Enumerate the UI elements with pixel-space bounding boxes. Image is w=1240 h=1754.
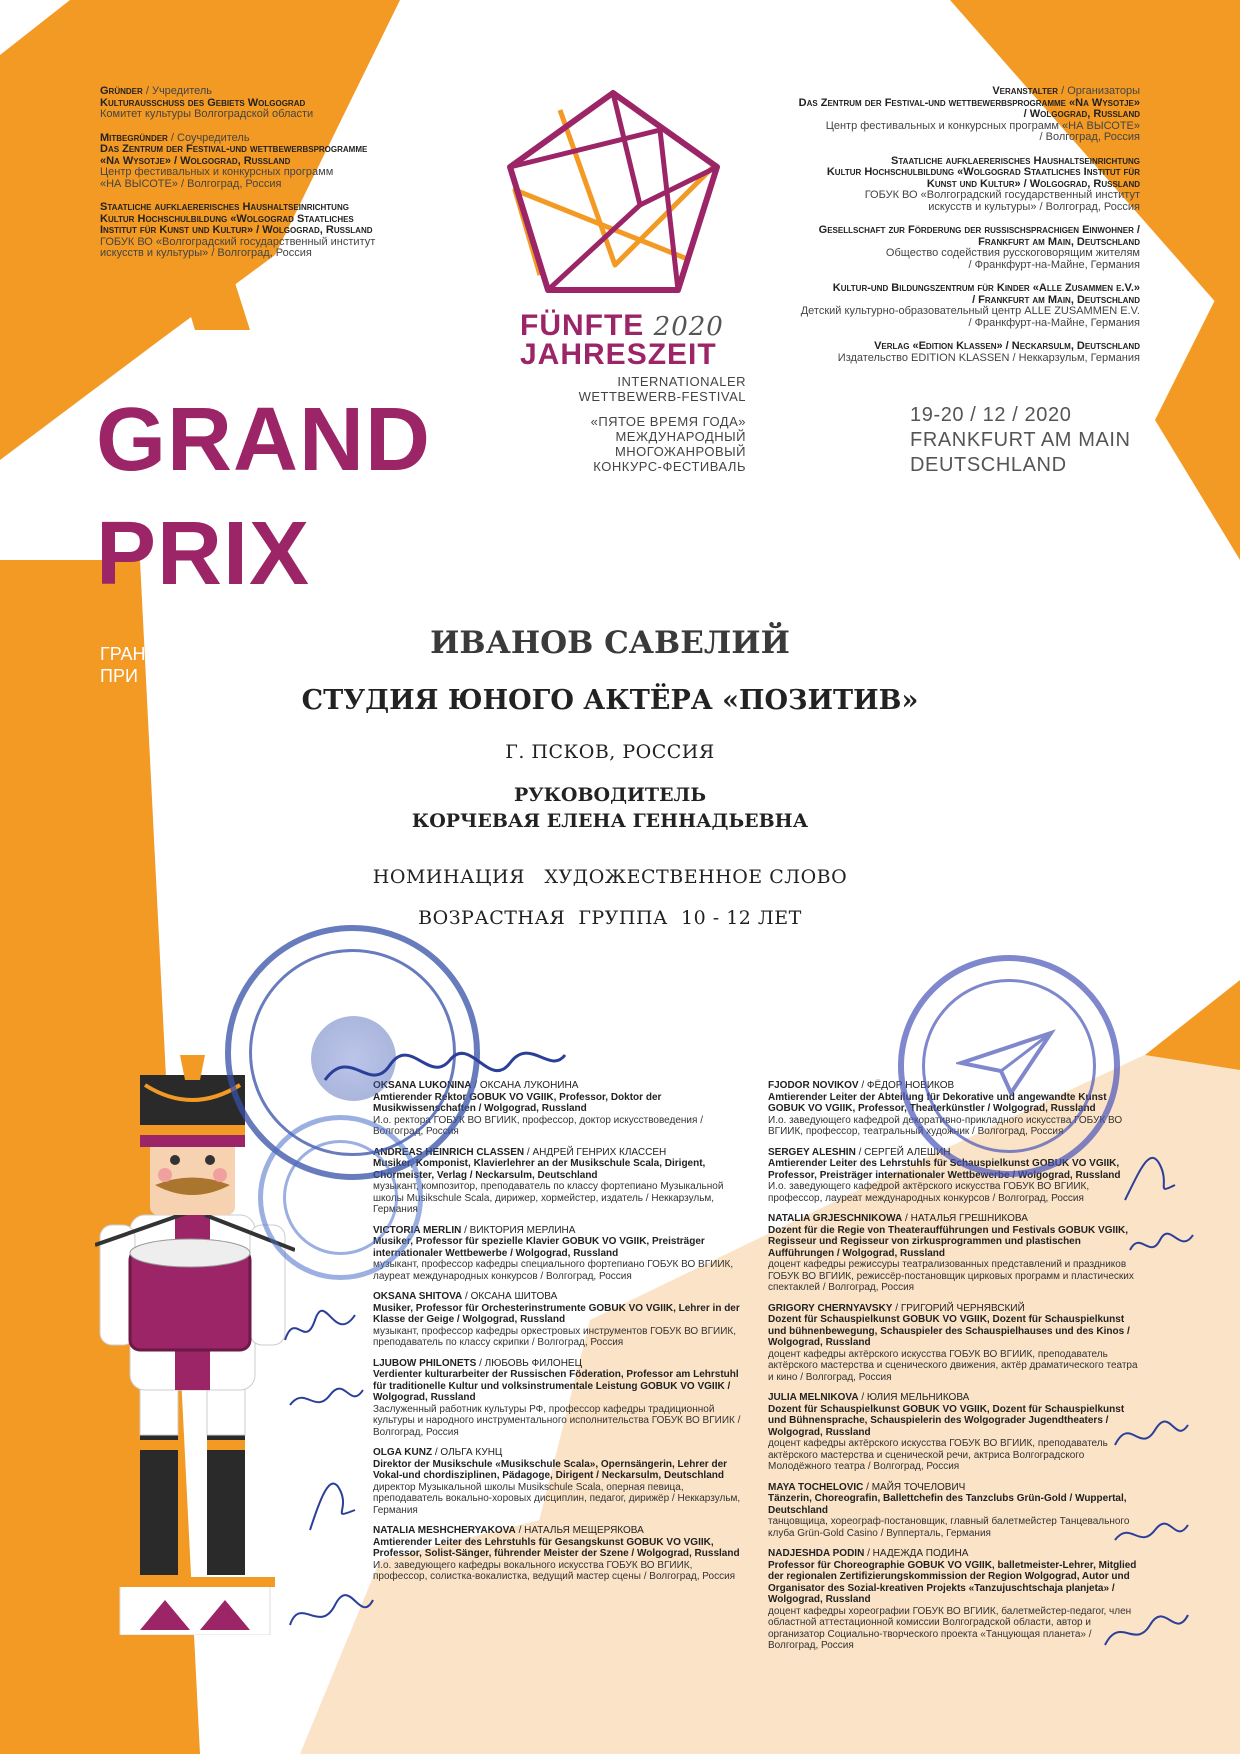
- signature-novikov: [1120, 1140, 1180, 1210]
- jury-member: [768, 1303, 1140, 1384]
- jury-name: ANDREAS HEINRICH CLASSEN: [373, 1146, 525, 1158]
- festival-center-stamp: [898, 955, 1120, 1177]
- organizer-line-ru: / Франкфурт-на-Майне, Германия: [968, 316, 1140, 329]
- jury-title-de: Professor für Choreographie GOBUK VO VGIIK, balletmeister-Lehrer, Mitglied der regionalen Zertifizierungskommission der Region Wolgograd, Autor und Organisator des Sozial-kreativen Projekts «Tanzujuschtschaja planjeta» / Wolgograd, Russland: [768, 1559, 1137, 1605]
- organizers-right: [760, 86, 1140, 376]
- award-ru-line1: ГРАН-: [100, 644, 152, 664]
- logo-sub-de: WETTBEWERB-FESTIVAL: [578, 389, 746, 404]
- award-title: [96, 392, 431, 602]
- logo-sub-de: INTERNATIONALER: [617, 374, 746, 389]
- logo-sub-ru: «ПЯТОЕ ВРЕМЯ ГОДА»: [590, 414, 746, 429]
- jury-member: [373, 1447, 743, 1516]
- logo-title-line1: [520, 309, 750, 342]
- organizer-line: / Frankfurt am Main, Deutschland: [972, 293, 1140, 306]
- signature-meshcheryakova: [285, 1580, 375, 1640]
- organizer-line-ru: «НА ВЫСОТЕ» / Волгоград, Россия: [100, 177, 282, 190]
- orange-shape-right-lower: [1145, 980, 1240, 1070]
- jury-name-ru: / СЕРГЕЙ АЛЕШИН: [855, 1146, 951, 1158]
- jury-title-ru: И.о. ректора ГОБУК ВО ВГИИК, профессор, доктор искусствоведения / Волгоград, Россия: [373, 1114, 703, 1137]
- organizer-line: Staatliche aufklaererisches Haushaltseinrichtung: [100, 201, 349, 213]
- event-city: FRANKFURT AM MAIN: [910, 429, 1131, 451]
- jury-name-ru: / ФЁДОР НОВИКОВ: [858, 1080, 955, 1091]
- event-date: 19-20 / 12 / 2020: [910, 404, 1072, 426]
- jury-title-ru: музыкант, профессор кафедры специального фортепиано ГОБУК ВО ВГИИК, лауреат международных конкурсов / Волгоград, Россия: [373, 1259, 734, 1282]
- jury-title-de: Amtierender Rektor GOBUK VO VGIIK, Professor, Doktor der Musikwissenschaften / Wolgograd, Russland: [373, 1091, 662, 1114]
- jury-name-ru: / НАТАЛЬЯ МЕЩЕРЯКОВА: [515, 1525, 644, 1536]
- festival-logo-text: [520, 309, 750, 371]
- jury-member: [373, 1225, 743, 1283]
- paper-plane-icon: [956, 1023, 1056, 1103]
- signature-lukonina: [320, 1035, 570, 1105]
- jury-name: VICTORIA MERLIN: [373, 1224, 462, 1236]
- organizer-line-ru: ГОБУК ВО «Волгоградский государственный институт: [864, 189, 1140, 201]
- logo-year: 2020: [653, 312, 724, 342]
- jury-name: LJUBOW PHILONETS: [373, 1357, 477, 1369]
- organizer-line: / Wolgograd, Russland: [1023, 108, 1140, 120]
- jury-title-ru: директор Музыкальной школы Musikschule Scala, оперная певица, преподаватель вокально-хоровых дисциплин, педагог, дирижёр / Неккарзульм, Германия: [373, 1481, 741, 1516]
- organizer-society: [760, 225, 1140, 271]
- jury-left-column: [373, 1080, 743, 1592]
- organizer-line-ru: Издательство EDITION KLASSEN / Неккарзульм, Германия: [837, 351, 1140, 364]
- jury-title-ru: музыкант, профессор кафедры оркестровых инструментов ГОБУК ВО ВГИИК, преподаватель по классу скрипки / Волгоград, Россия: [373, 1325, 737, 1348]
- jury-member: [768, 1482, 1140, 1540]
- organizer-label: Mitbegründer: [100, 131, 168, 144]
- leader-name: КОРЧЕВАЯ ЕЛЕНА ГЕННАДЬЕВНА: [411, 810, 809, 832]
- age-group: ВОЗРАСТНАЯ ГРУППА 10 - 12 ЛЕТ: [418, 907, 802, 929]
- organizer-kids-center: [760, 283, 1140, 329]
- jury-name: JULIA MELNIKOVA: [768, 1392, 859, 1403]
- jury-name: NATALIA GRJESCHNIKOWA: [768, 1213, 903, 1224]
- jury-right-column: [768, 1080, 1140, 1661]
- organizer-label-ru: / Организаторы: [1058, 85, 1140, 97]
- organizer-line: Gesellschaft zur Förderung der russischsprachigen Einwohner /: [818, 224, 1140, 236]
- organizer-line: Staatliche aufklaererisches Haushaltseinrichtung: [891, 154, 1140, 167]
- event-info: [910, 403, 1170, 478]
- jury-title-ru: танцовщица, хореограф-постановщик, главный балетмейстер Танцевального клуба Grün-Gold Casino / Вупперталь, Германия: [768, 1516, 1130, 1539]
- jury-name-ru: / ОЛЬГА КУНЦ: [432, 1447, 503, 1458]
- jury-title-de: Musiker, Professor für Orchesterinstrumente GOBUK VO VGIIK, Lehrer in der Klasse der Geige / Wolgograd, Russland: [373, 1302, 740, 1325]
- jury-name-ru: / МАЙЯ ТОЧЕЛОВИЧ: [863, 1481, 966, 1493]
- publisher-stamp: [258, 1115, 423, 1280]
- organizer-line-ru: / Волгоград, Россия: [1039, 131, 1140, 143]
- organizer-line: Das Zentrum der Festival-und wettbewerbsprogramme: [100, 143, 368, 155]
- jury-name-ru: / ОКСАНА ШИТОВА: [462, 1291, 558, 1302]
- logo-sub-ru: МНОГОЖАНРОВЫЙ: [614, 444, 746, 459]
- leader-label: РУКОВОДИТЕЛЬ: [513, 784, 707, 806]
- jury-name: FJODOR NOVIKOV: [768, 1080, 859, 1091]
- award-line2: PRIX: [96, 504, 311, 604]
- organizer-line-ru: ГОБУК ВО «Волгоградский государственный институт: [100, 235, 376, 248]
- logo-sub-ru: КОНКУРС-ФЕСТИВАЛЬ: [593, 459, 746, 474]
- jury-member: [373, 1525, 743, 1583]
- jury-name-ru: / АНДРЕЙ ГЕНРИХ КЛАССЕН: [524, 1146, 667, 1158]
- jury-name: OKSANA SHITOVA: [373, 1291, 463, 1302]
- organizer-founder: [100, 86, 480, 121]
- jury-name: NATALIA MESHCHERYAKOVA: [373, 1525, 516, 1536]
- event-country: DEUTSCHLAND: [910, 454, 1067, 476]
- logo-word-fuenfte: FÜNFTE: [520, 309, 645, 342]
- jury-name: GRIGORY CHERNYAVSKY: [768, 1302, 893, 1314]
- jury-name: SERGEY ALESHIN: [768, 1146, 856, 1158]
- organizer-institute: [100, 202, 480, 260]
- festival-logo-pentagon-icon: [500, 85, 730, 305]
- jury-name-ru: / ЮЛИЯ МЕЛЬНИКОВА: [858, 1392, 970, 1403]
- recipient-city: Г. ПСКОВ, РОССИЯ: [505, 741, 715, 763]
- organizer-line-ru: / Франкфурт-на-Майне, Германия: [968, 258, 1140, 271]
- nomination: НОМИНАЦИЯ ХУДОЖЕСТВЕННОЕ СЛОВО: [372, 866, 848, 888]
- jury-name-ru: / ГРИГОРИЙ ЧЕРНЯВСКИЙ: [892, 1302, 1025, 1314]
- jury-title-de: Verdienter kulturarbeiter der Russischen Föderation, Professor am Lehrstuhl für traditionelle Kultur und volksinstrumentale Leistung GOBUK VO VGIIK / Wolgograd, Russland: [373, 1369, 739, 1403]
- organizer-label-ru: / Соучредитель: [167, 131, 250, 144]
- organizer-line: Kultur Hochschulbildung «Wolgograd Staatliches Institut für: [826, 166, 1140, 178]
- organizer-line-ru: Комитет культуры Волгоградской области: [100, 108, 314, 120]
- jury-title-de: Amtierender Leiter der Abteilung für Dekorative und angewandte Kunst GOBUK VO VGIIK, Professor, Theaterkünstler / Wolgograd, Russland: [768, 1091, 1107, 1114]
- organizer-line-ru: Центр фестивальных и конкурсных программ «НА ВЫСОТЕ»: [825, 119, 1140, 132]
- organizer-line: Kulturausschuss des Gebiets Wolgograd: [100, 96, 306, 109]
- jury-title-ru: доцент кафедры режиссуры театрализованных представлений и праздников ГОБУК ВО ВГИИК, режиссёр-постановщик цирковых программ и пластических спектаклей / Волгоград, Россия: [768, 1259, 1134, 1293]
- jury-name: OLGA KUNZ: [373, 1447, 433, 1458]
- jury-name: MAYA TOCHELOVIC: [768, 1481, 864, 1493]
- jury-member: [373, 1358, 743, 1439]
- jury-title-de: Amtierender Leiter des Lehrstuhls für Gesangskunst GOBUK VO VGIIK, Professor, Solist-Sänger, führender Meister der Szene / Wolgograd, Russland: [373, 1536, 740, 1559]
- signature-grjeschnikowa: [1125, 1225, 1195, 1265]
- jury-title-ru: И.о. заведующего кафедрой декоративно-прикладного искусства ГОБУК ВО ВГИИК, профессор, театральный художник / Волгоград, Россия: [768, 1114, 1123, 1137]
- logo-sub-ru: МЕЖДУНАРОДНЫЙ: [615, 429, 746, 444]
- jury-title-ru: Заслуженный работник культуры РФ, профессор кафедры традиционной культуры и народного инструментального исполнительства ГОБУК ВО ВГИИК / Волгоград, Россия: [373, 1403, 741, 1438]
- organizer-line: Frankfurt am Main, Deutschland: [978, 235, 1140, 248]
- organizer-line-ru: Центр фестивальных и конкурсных программ: [100, 166, 334, 178]
- organizer-line: Kultur-und Bildungszentrum für Kinder «Alle Zusammen e.V.»: [832, 282, 1140, 294]
- organizer-label-ru: / Учредитель: [142, 85, 213, 97]
- organizer-line: «Na Wysotje» / Wolgograd, Russland: [100, 154, 291, 167]
- organizer-line: Kultur Hochschulbildung «Wolgograd Staatliches: [100, 212, 354, 225]
- jury-title-de: Musiker, Komponist, Klavierlehrer an der Musikschule Scala, Dirigent, Chormeister, Verlag / Neckarsulm, Deutschland: [373, 1158, 706, 1181]
- jury-member: [373, 1291, 743, 1349]
- jury-title-de: Dozent für Schauspielkunst GOBUK VO VGIIK, Dozent für Schauspielkunst und bühnenbewegung, Schauspieler des Schauspielhauses und des Kinos / Wolgograd, Russland: [768, 1314, 1130, 1348]
- award-line1: GRAND: [96, 390, 431, 490]
- organizer-label: Gründer: [100, 85, 143, 97]
- jury-name: NADJESHDA PODIN: [768, 1548, 865, 1559]
- jury-title-de: Tänzerin, Choreografin, Ballettchefin des Tanzclubs Grün-Gold / Wuppertal, Deutschland: [768, 1493, 1127, 1516]
- signature-kunz: [300, 1460, 360, 1540]
- jury-member: [768, 1392, 1140, 1473]
- jury-title-de: Direktor der Musikschule «Musikschule Scala», Opernsängerin, Lehrer der Vokal-und chordisziplinen, Pädagoge, Dirigent / Neckarsulm, Deutschland: [373, 1458, 728, 1481]
- jury-title-de: Dozent für Schauspielkunst GOBUK VO VGIIK, Dozent für Schauspielkunst und Bühnensprache, Schauspielerin des Wolgograder Jugendtheaters / Wolgograd, Russland: [768, 1403, 1125, 1438]
- organizer-line: Verlag «Edition Klassen» / Neckarsulm, Deutschland: [874, 340, 1140, 352]
- jury-title-ru: доцент кафедры актёрского искусства ГОБУК ВО ВГИИК, преподаватель актёрского мастерства и сценического движения, актёр драматического театра и кино / Волгоград, Россия: [768, 1348, 1138, 1383]
- jury-title-ru: доцент кафедры актёрского искусства ГОБУК ВО ВГИИК, преподаватель актёрского мастерства и сценической речи, актриса Волгоградского Молодёжного театра / Волгоград, Россия: [768, 1438, 1108, 1472]
- jury-member: [768, 1213, 1140, 1294]
- leader-block: [280, 782, 940, 834]
- organizers-left: [100, 86, 480, 272]
- award-ru-line2: ПРИ: [100, 666, 138, 686]
- organizer-line-ru: Общество содействия русскоговорящим жителям: [885, 247, 1140, 259]
- jury-title-ru: И.о. заведующего кафедры вокального искусства ГОБУК ВО ВГИИК, профессор, солистка-вокалистка, ведущий мастер сцены / Волгоград, Россия: [373, 1559, 736, 1582]
- recipient-studio: СТУДИЯ ЮНОГО АКТЁРА «ПОЗИТИВ»: [301, 685, 919, 716]
- award-title-ru: [100, 643, 152, 687]
- signature-philonets: [285, 1380, 365, 1420]
- organizer-line: Veranstalter: [992, 85, 1059, 97]
- logo-subtitle: [500, 374, 746, 474]
- jury-name-ru: / НАТАЛЬЯ ГРЕШНИКОВА: [902, 1213, 1028, 1224]
- signature-tochelovic: [1110, 1515, 1190, 1555]
- jury-title-ru: И.о. заведующего кафедрой актёрского искусства ГОБУК ВО ВГИИК, профессор, лауреат международных конкурсов / Волгоград, Россия: [768, 1181, 1090, 1204]
- jury-member: [768, 1548, 1140, 1652]
- organizer-cofounder: [100, 133, 480, 191]
- organizer-line: Das Zentrum der Festival-und wettbewerbsprogramme «Na Wysotje»: [798, 96, 1140, 109]
- jury-title-de: Musiker, Professor für spezielle Klavier GOBUK VO VGIIK, Preisträger internationaler Wettbewerbe / Wolgograd, Russland: [373, 1236, 705, 1259]
- recipient-name: ИВАНОВ САВЕЛИЙ: [430, 625, 790, 661]
- signature-melnikova: [1110, 1410, 1190, 1460]
- organizer-line-ru: искусств и культуры» / Волгоград, Россия: [100, 247, 312, 259]
- jury-name-ru: / ЛЮБОВЬ ФИЛОНЕЦ: [476, 1357, 583, 1369]
- organizer-institute-right: [760, 156, 1140, 214]
- jury-name: OKSANA LUKONINA: [373, 1080, 472, 1091]
- organizer-line: Kunst und Kultur» / Wolgograd, Russland: [926, 177, 1140, 190]
- organizer-host: [760, 86, 1140, 144]
- organizer-line-ru: искусств и культуры» / Волгоград, Россия: [928, 200, 1140, 213]
- logo-title-line2: JAHRESZEIT: [520, 338, 717, 371]
- signature-podin: [1100, 1600, 1190, 1660]
- jury-title-ru: музыкант, композитор, преподаватель по классу фортепиано Музыкальной школы Musikschule Scala, дирижер, хормейстер, издатель / Неккарзульм, Германия: [373, 1181, 724, 1215]
- jury-title-de: Dozent für die Regie von Theateraufführungen und Festivals GOBUK VGIIK, Regisseur und Regisseur von zirkusprogrammen und plastischen Aufführungen / Wolgograd, Russland: [768, 1224, 1129, 1259]
- jury-name-ru: / НАДЕЖДА ПОДИНА: [864, 1548, 969, 1559]
- jury-name-ru: / ВИКТОРИЯ МЕРЛИНА: [461, 1224, 576, 1236]
- signature-shitova: [280, 1300, 360, 1360]
- jury-title-ru: доцент кафедры хореографии ГОБУК ВО ВГИИК, балетмейстер-педагог, член областной аттестационной комиссии Волгоградской области, автор и организатор Социально-творческого проекта «Танцующая планета» / Волгоград, Россия: [768, 1605, 1132, 1651]
- jury-title-de: Amtierender Leiter des Lehrstuhls für Schauspielkunst GOBUK VO VGIIK, Professor, Preisträger internationaler Wettbewerbe / Wolgograd, Russland: [768, 1158, 1121, 1181]
- organizer-line-ru: Детский культурно-образовательный центр ALLE ZUSAMMEN E.V.: [800, 305, 1140, 317]
- organizer-line: Institut für Kunst und Kultur» / Wolgograd, Russland: [100, 224, 373, 236]
- jury-member: [373, 1147, 743, 1216]
- jury-name-ru: / ОКСАНА ЛУКОНИНА: [471, 1080, 579, 1091]
- organizer-publisher: [760, 341, 1140, 364]
